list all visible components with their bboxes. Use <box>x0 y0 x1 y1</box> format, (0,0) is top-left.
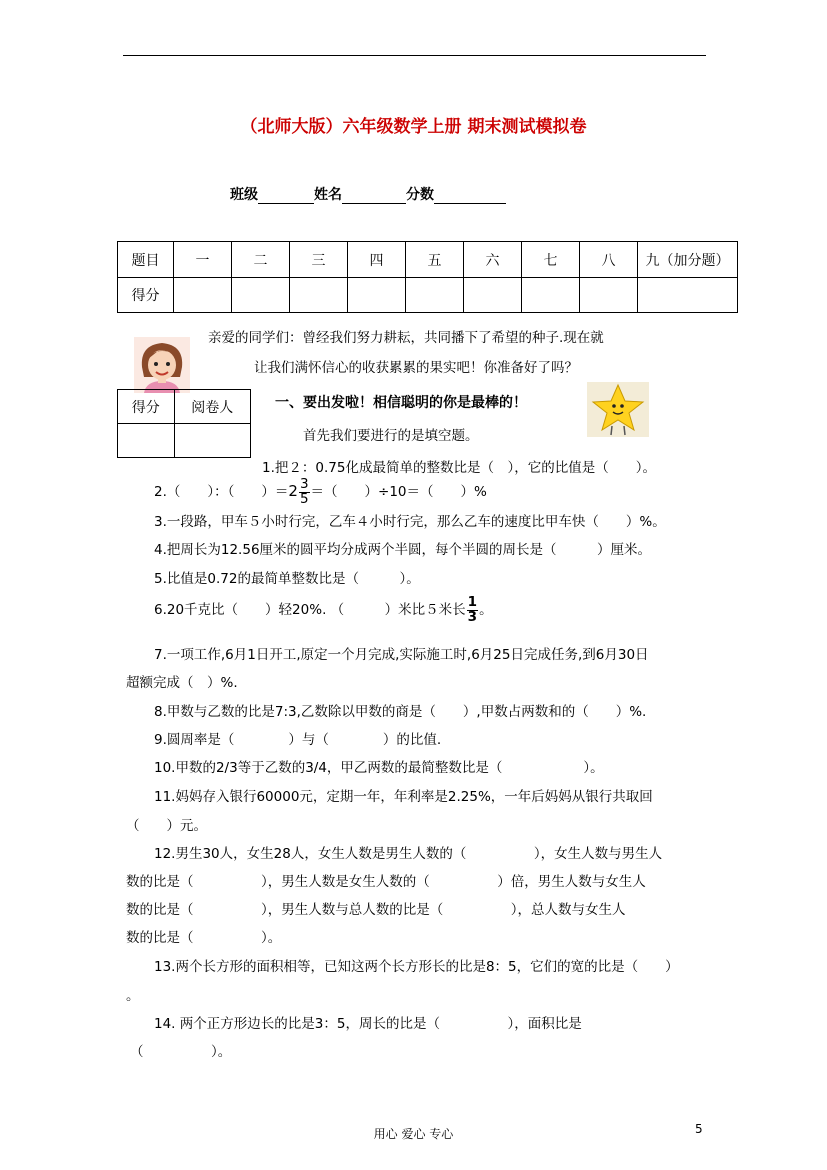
page-number: 5 <box>695 1122 703 1136</box>
question-14-line-1: 14. 两个正方形边长的比是3：5，周长的比是（ ），面积比是 <box>154 1016 582 1032</box>
question-2-prefix: 2.（ ）：（ ）＝ <box>154 484 289 500</box>
score-cell[interactable] <box>348 278 406 313</box>
question-6-fraction <box>467 596 478 624</box>
name-blank[interactable] <box>342 190 406 204</box>
girl-cartoon-icon <box>134 337 190 393</box>
score-table <box>117 241 738 313</box>
question-13-line-2: 。 <box>126 988 140 1004</box>
fraction-numerator: 3 <box>299 476 309 492</box>
question-2-whole: 2 <box>288 482 298 500</box>
student-info <box>230 184 506 204</box>
row-label: 得分 <box>118 278 174 313</box>
intro-line-2: 让我们满怀信心的收获累累的果实吧！你准备好了吗？ <box>254 360 578 376</box>
question-5: 5.比值是0.72的最简单整数比是（ ）。 <box>154 571 420 587</box>
question-14-line-2: （ ）。 <box>130 1044 232 1060</box>
header-cell: 六 <box>464 242 522 278</box>
score-cell[interactable] <box>638 278 738 313</box>
header-cell: 七 <box>522 242 580 278</box>
fraction-denominator: 5 <box>299 490 309 507</box>
fraction-denominator: 3 <box>467 608 478 625</box>
grader-name-label: 阅卷人 <box>174 390 250 424</box>
header-cell: 八 <box>580 242 638 278</box>
question-4: 4.把周长为12.56厘米的圆平均分成两个半圆，每个半圆的周长是（ ）厘米。 <box>154 542 652 558</box>
header-cell: 三 <box>290 242 348 278</box>
question-8: 8.甲数与乙数的比是7:3,乙数除以甲数的商是（ ）,甲数占两数和的（ ）%. <box>154 704 647 720</box>
question-13-line-1: 13.两个长方形的面积相等，已知这两个长方形长的比是8：5，它们的宽的比是（ ） <box>154 959 679 975</box>
question-10: 10.甲数的2/3等于乙数的3/4，甲乙两数的最简整数比是（ ）。 <box>154 760 604 776</box>
grader-name-cell[interactable] <box>174 424 250 458</box>
class-label: 班级 <box>230 187 258 203</box>
header-cell: 九（加分题） <box>638 242 738 278</box>
grader-score-cell[interactable] <box>118 424 175 458</box>
question-7-line-2: 超额完成（ ）%. <box>126 675 238 691</box>
score-label: 分数 <box>406 187 434 203</box>
score-cell[interactable] <box>464 278 522 313</box>
question-6-suffix: 。 <box>479 602 493 618</box>
question-11-line-2: （ ）元。 <box>126 818 207 834</box>
grader-table <box>117 389 251 458</box>
header-cell: 四 <box>348 242 406 278</box>
grader-score-label: 得分 <box>118 390 175 424</box>
score-table-score-row <box>118 278 738 313</box>
score-blank[interactable] <box>434 190 506 204</box>
header-cell: 二 <box>232 242 290 278</box>
question-6 <box>154 596 493 624</box>
question-6-prefix: 6.20千克比（ ）轻20%. （ ）米比５米长 <box>154 602 466 618</box>
name-label: 姓名 <box>314 187 342 203</box>
score-cell[interactable] <box>290 278 348 313</box>
question-12-line-3: 数的比是（ ），男生人数与总人数的比是（ ），总人数与女生人 <box>126 902 626 918</box>
score-cell[interactable] <box>174 278 232 313</box>
score-cell[interactable] <box>406 278 464 313</box>
question-2-fraction <box>299 478 310 506</box>
header-rule <box>123 55 706 56</box>
star-cartoon-icon <box>587 382 649 437</box>
question-3: 3.一段路，甲车５小时行完，乙车４小时行完，那么乙车的速度比甲车快（ ）%。 <box>154 514 666 530</box>
question-12-line-1: 12.男生30人，女生28人，女生人数是男生人数的（ ），女生人数与男生人 <box>154 846 663 862</box>
header-cell: 一 <box>174 242 232 278</box>
fraction-numerator: 1 <box>467 594 478 610</box>
page-footer: 用心 爱心 专心 <box>373 1127 454 1141</box>
header-cell: 题目 <box>118 242 174 278</box>
score-cell[interactable] <box>580 278 638 313</box>
question-9: 9.圆周率是（ ）与（ ）的比值. <box>154 732 442 748</box>
score-cell[interactable] <box>232 278 290 313</box>
score-cell[interactable] <box>522 278 580 313</box>
question-12-line-2: 数的比是（ ），男生人数是女生人数的（ ）倍，男生人数与女生人 <box>126 874 646 890</box>
intro-line-1: 亲爱的同学们：曾经我们努力耕耘，共同播下了希望的种子.现在就 <box>208 330 604 346</box>
question-12-line-4: 数的比是（ ）。 <box>126 930 282 946</box>
page-title: （北师大版）六年级数学上册 期末测试模拟卷 <box>240 117 587 137</box>
section-1-subtitle: 首先我们要进行的是填空题。 <box>303 428 479 444</box>
score-table-header-row <box>118 242 738 278</box>
section-1-title: 一、要出发啦！相信聪明的你是最棒的！ <box>275 395 527 411</box>
question-1: 1.把２：0.75化成最简单的整数比是（ ），它的比值是（ ）。 <box>262 460 656 476</box>
question-11-line-1: 11.妈妈存入银行60000元，定期一年，年利率是2.25%，一年后妈妈从银行共取回 <box>154 789 653 805</box>
header-cell: 五 <box>406 242 464 278</box>
question-2-suffix: ＝（ ）÷10＝（ ）% <box>310 484 487 500</box>
question-2 <box>154 478 487 506</box>
question-7-line-1: 7.一项工作,6月1日开工,原定一个月完成,实际施工时,6月25日完成任务,到6月30日 <box>154 647 649 663</box>
class-blank[interactable] <box>258 190 314 204</box>
